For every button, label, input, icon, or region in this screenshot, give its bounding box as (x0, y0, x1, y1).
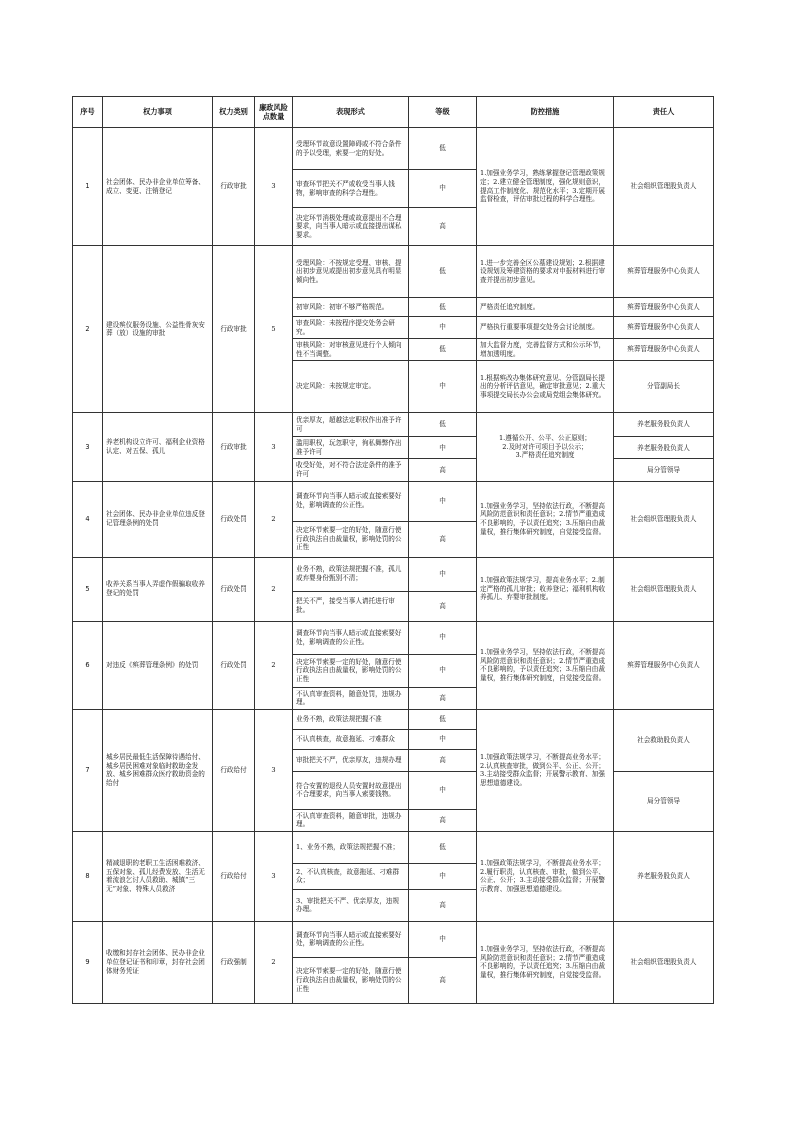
risk-level: 中 (409, 921, 477, 957)
risk-form: 滥用职权，玩忽职守，徇私舞弊作出准予许可 (293, 437, 409, 459)
risk-level: 高 (409, 521, 477, 557)
power-matter: 建设殡仪服务设施、公益性骨灰安葬（放）设施的审批 (103, 246, 213, 413)
responsible-person: 殡葬管理服务中心负责人 (614, 621, 714, 709)
risk-level: 中 (409, 863, 477, 889)
table-row (73, 246, 714, 298)
power-category: 行政审批 (213, 128, 255, 246)
control-measures: 1.加强政策法规学习，不断提高业务水平；2.履行职责，认真核查、审批，做到公平、公正、公开；3.主动接受群众监督；开展警示教育、加强思想道德建设。 (477, 831, 614, 921)
header-measures: 防控措施 (477, 97, 614, 128)
risk-form: 调查环节向当事人暗示或直接索要好处，影响调查的公正性。 (293, 921, 409, 957)
risk-level: 中 (409, 621, 477, 654)
risk-level: 高 (409, 957, 477, 1003)
row-number: 7 (73, 709, 103, 831)
power-matter: 城乡居民最低生活保障待遇给付、城乡居民困难对象临时救助金发放、城乡困难群众医疗救助资金的给付 (103, 709, 213, 831)
risk-level: 低 (409, 831, 477, 863)
risk-form: 1、业务不熟，政策法规把握不准； (293, 831, 409, 863)
control-measures: 1.进一步完善全区公墓建设规划；2.根据建设规划及筹建资格的要求对申报材料进行审查并提出初步意见。 (477, 246, 614, 298)
risk-form: 决定环节消极处理或故意提出不合理要求，向当事人暗示或直接提出谋私要求。 (293, 208, 409, 246)
responsible-person: 社会组织管理股负责人 (614, 128, 714, 246)
risk-form: 受理风险：不按规定受理、审核、提出初步意见或提出初步意见具有明显倾向性。 (293, 246, 409, 298)
responsible-person: 局分管领导 (614, 771, 714, 831)
risk-point-count: 2 (255, 557, 293, 621)
risk-form: 决定环节索要一定的好处，随意行使行政执法自由裁量权，影响处罚的公正性 (293, 957, 409, 1003)
row-number: 1 (73, 128, 103, 246)
control-measures: 1.加强业务学习，坚持依法行政，不断提高风险防范意识和责任意识；2.情节严重造成不良影响的，予以责任追究；3.压缩自由裁量权，推行集体研究制度，自觉接受监督。 (477, 481, 614, 557)
power-matter: 对违反《殡葬管理条例》的处罚 (103, 621, 213, 709)
risk-form: 不认真审查资料，随意处罚，违规办理。 (293, 687, 409, 709)
risk-level: 中 (409, 170, 477, 208)
risk-level: 中 (409, 771, 477, 809)
risk-level: 中 (409, 481, 477, 521)
risk-level: 高 (409, 809, 477, 831)
header-form: 表现形式 (293, 97, 409, 128)
control-measures: 1.加强政策法规学习，提高业务水平；2.制定严格的孤儿审批；收养登记；福利机构收养孤儿、弃婴审批制度。 (477, 557, 614, 621)
control-measures: 加大监督力度，完善监督方式和公示环节，增加透明度。 (477, 339, 614, 361)
header-category: 权力类别 (213, 97, 255, 128)
risk-level: 低 (409, 128, 477, 170)
header-no: 序号 (73, 97, 103, 128)
power-category: 行政处罚 (213, 557, 255, 621)
header-level: 等级 (409, 97, 477, 128)
responsible-person: 养老服务股负责人 (614, 831, 714, 921)
risk-level: 低 (409, 413, 477, 437)
control-measures: 1.加强业务学习，坚持依法行政，不断提高风险防范意识和责任意识；2.情节严重造成不良影响的，予以责任追究；3.压缩自由裁量权，推行集体研究制度，自觉接受监督。 (477, 621, 614, 709)
risk-level: 中 (409, 729, 477, 749)
risk-level: 中 (409, 361, 477, 413)
risk-level: 中 (409, 654, 477, 687)
risk-form: 业务不熟，政策法规把握不准 (293, 709, 409, 729)
risk-level: 高 (409, 687, 477, 709)
risk-point-count: 2 (255, 481, 293, 557)
power-matter: 社会团体、民办非企业单位筹备、成立、变更、注销登记 (103, 128, 213, 246)
risk-level: 低 (409, 339, 477, 361)
row-number: 2 (73, 246, 103, 413)
table-body (73, 128, 714, 1004)
responsible-person: 社会救助股负责人 (614, 709, 714, 771)
table-row (73, 128, 714, 170)
risk-form: 把关不严，接受当事人请托进行审批。 (293, 591, 409, 621)
control-measures: 严格责任追究制度。 (477, 298, 614, 317)
table-row (73, 921, 714, 957)
header-responsible: 责任人 (614, 97, 714, 128)
table-row (73, 413, 714, 437)
responsible-person: 养老服务股负责人 (614, 437, 714, 459)
risk-form: 决定环节索要一定的好处，随意行使行政执法自由裁量权，影响处罚的公正性 (293, 521, 409, 557)
power-category: 行政审批 (213, 413, 255, 481)
row-number: 4 (73, 481, 103, 557)
row-number: 3 (73, 413, 103, 481)
responsible-person: 局分管领导 (614, 459, 714, 481)
risk-level: 高 (409, 889, 477, 921)
responsible-person: 社会组织管理股负责人 (614, 921, 714, 1003)
control-measures: 1.加强业务学习，熟练掌握登记管理政策规定；2.建立健全管理制度，强化规则意识，提高工作制度化、规范化水平；3.定期开展监督检查，评估审批过程的科学合理性。 (477, 128, 614, 246)
risk-level: 低 (409, 246, 477, 298)
risk-level: 高 (409, 749, 477, 771)
table-row (73, 831, 714, 863)
control-measures: 严格执行重要事项提交处务会讨论制度。 (477, 317, 614, 339)
header-count: 廉政风险点数量 (255, 97, 293, 128)
table-row (73, 709, 714, 729)
risk-form: 收受好处，对不符合法定条件的准予许可 (293, 459, 409, 481)
risk-form: 决定风险：未按规定审定。 (293, 361, 409, 413)
risk-point-count: 3 (255, 413, 293, 481)
risk-form: 3、审批把关不严、优亲厚友，违规办理。 (293, 889, 409, 921)
responsible-person: 殡葬管理服务中心负责人 (614, 339, 714, 361)
risk-form: 业务不熟，政策法规把握不准，孤儿或弃婴身份甄别不清； (293, 557, 409, 591)
risk-form: 审批把关不严，优亲厚友，违规办理 (293, 749, 409, 771)
responsible-person: 殡葬管理服务中心负责人 (614, 246, 714, 298)
table-row (73, 621, 714, 654)
risk-form: 符合安置的退役人员安置时故意提出不合理要求，向当事人索要钱物。 (293, 771, 409, 809)
risk-form: 不认真核查，故意拖延、刁难群众 (293, 729, 409, 749)
risk-form: 优亲厚友，超越法定职权作出准予许可 (293, 413, 409, 437)
control-measures: 1.根据殡改办集体研究意见、分管副局长提出的分析评估意见，确定审批意见；2.重大事项提交局长办公会或局党组会集体研究。 (477, 361, 614, 413)
risk-level: 高 (409, 208, 477, 246)
risk-form: 初审风险：初审不够严格规范。 (293, 298, 409, 317)
responsible-person: 养老服务股负责人 (614, 413, 714, 437)
risk-level: 低 (409, 298, 477, 317)
risk-point-count: 2 (255, 921, 293, 1003)
row-number: 6 (73, 621, 103, 709)
risk-form: 审查风险：未按程序提交处务会研究。 (293, 317, 409, 339)
control-measures: 1.加强业务学习，坚持依法行政，不断提高风险防范意识和责任意识；2.情节严重造成不良影响的，予以责任追究；3.压缩自由裁量权，推行集体研究制度，自觉接受监督。 (477, 921, 614, 1003)
power-category: 行政给付 (213, 831, 255, 921)
header-matter: 权力事项 (103, 97, 213, 128)
risk-form: 审查环节把关不严或收受当事人钱物，影响审查的科学合理性。 (293, 170, 409, 208)
power-matter: 精减退职的老职工生活困难救济、五保对象、孤儿经费发放、生活无着流浪乞讨人员救助、城镇“三无”对象、特殊人员救济 (103, 831, 213, 921)
risk-level: 低 (409, 709, 477, 729)
risk-form: 调查环节向当事人暗示或直接索要好处，影响调查的公正性。 (293, 621, 409, 654)
power-category: 行政给付 (213, 709, 255, 831)
risk-point-count: 3 (255, 831, 293, 921)
risk-form: 2、不认真核查，故意拖延、刁难群众； (293, 863, 409, 889)
control-measures: 1.加强政策法规学习，不断提高业务水平；2.认真核查审批，做到公平、公正、公开；3.主动接受群众监督；开展警示教育、加强思想道德建设。 (477, 709, 614, 831)
risk-point-count: 5 (255, 246, 293, 413)
power-matter: 养老机构设立许可、福利企业资格认定、对五保、孤儿 (103, 413, 213, 481)
risk-level: 中 (409, 557, 477, 591)
responsible-person: 分管副局长 (614, 361, 714, 413)
risk-form: 不认真审查资料，随意审批，违规办理。 (293, 809, 409, 831)
responsible-person: 社会组织管理股负责人 (614, 557, 714, 621)
risk-level: 中 (409, 317, 477, 339)
risk-level: 高 (409, 459, 477, 481)
responsible-person: 社会组织管理股负责人 (614, 481, 714, 557)
responsible-person: 殡葬管理服务中心负责人 (614, 317, 714, 339)
row-number: 5 (73, 557, 103, 621)
risk-point-count: 3 (255, 709, 293, 831)
risk-form: 调查环节向当事人暗示或直接索要好处，影响调查的公正性。 (293, 481, 409, 521)
risk-point-count: 2 (255, 621, 293, 709)
risk-form: 审核风险：对审核意见进行个人倾向性不当调整。 (293, 339, 409, 361)
power-matter: 收缴和封存社会团体、民办非企业单位登记证书和印章，封存社会团体财务凭证 (103, 921, 213, 1003)
table-row (73, 557, 714, 591)
power-category: 行政处罚 (213, 481, 255, 557)
risk-control-table (72, 96, 714, 1004)
responsible-person: 殡葬管理服务中心负责人 (614, 298, 714, 317)
power-category: 行政审批 (213, 246, 255, 413)
table-row (73, 481, 714, 521)
risk-form: 受理环节故意设置障碍或不符合条件的予以受理，索要一定的好处。 (293, 128, 409, 170)
risk-level: 中 (409, 437, 477, 459)
row-number: 8 (73, 831, 103, 921)
power-matter: 社会团体、民办非企业单位违反登记管理条例的处罚 (103, 481, 213, 557)
power-category: 行政强制 (213, 921, 255, 1003)
table-header-row (73, 97, 714, 128)
risk-form: 决定环节索要一定的好处，随意行使行政执法自由裁量权，影响处罚的公正性 (293, 654, 409, 687)
control-measures: 1.遵循公开、公平、公正原则； 2.及时对许可项目予以公示； 3.严格责任追究制度 (477, 413, 614, 481)
risk-point-count: 3 (255, 128, 293, 246)
row-number: 9 (73, 921, 103, 1003)
power-matter: 收养关系当事人弄虚作假骗取收养登记的处罚 (103, 557, 213, 621)
power-category: 行政处罚 (213, 621, 255, 709)
risk-level: 高 (409, 591, 477, 621)
